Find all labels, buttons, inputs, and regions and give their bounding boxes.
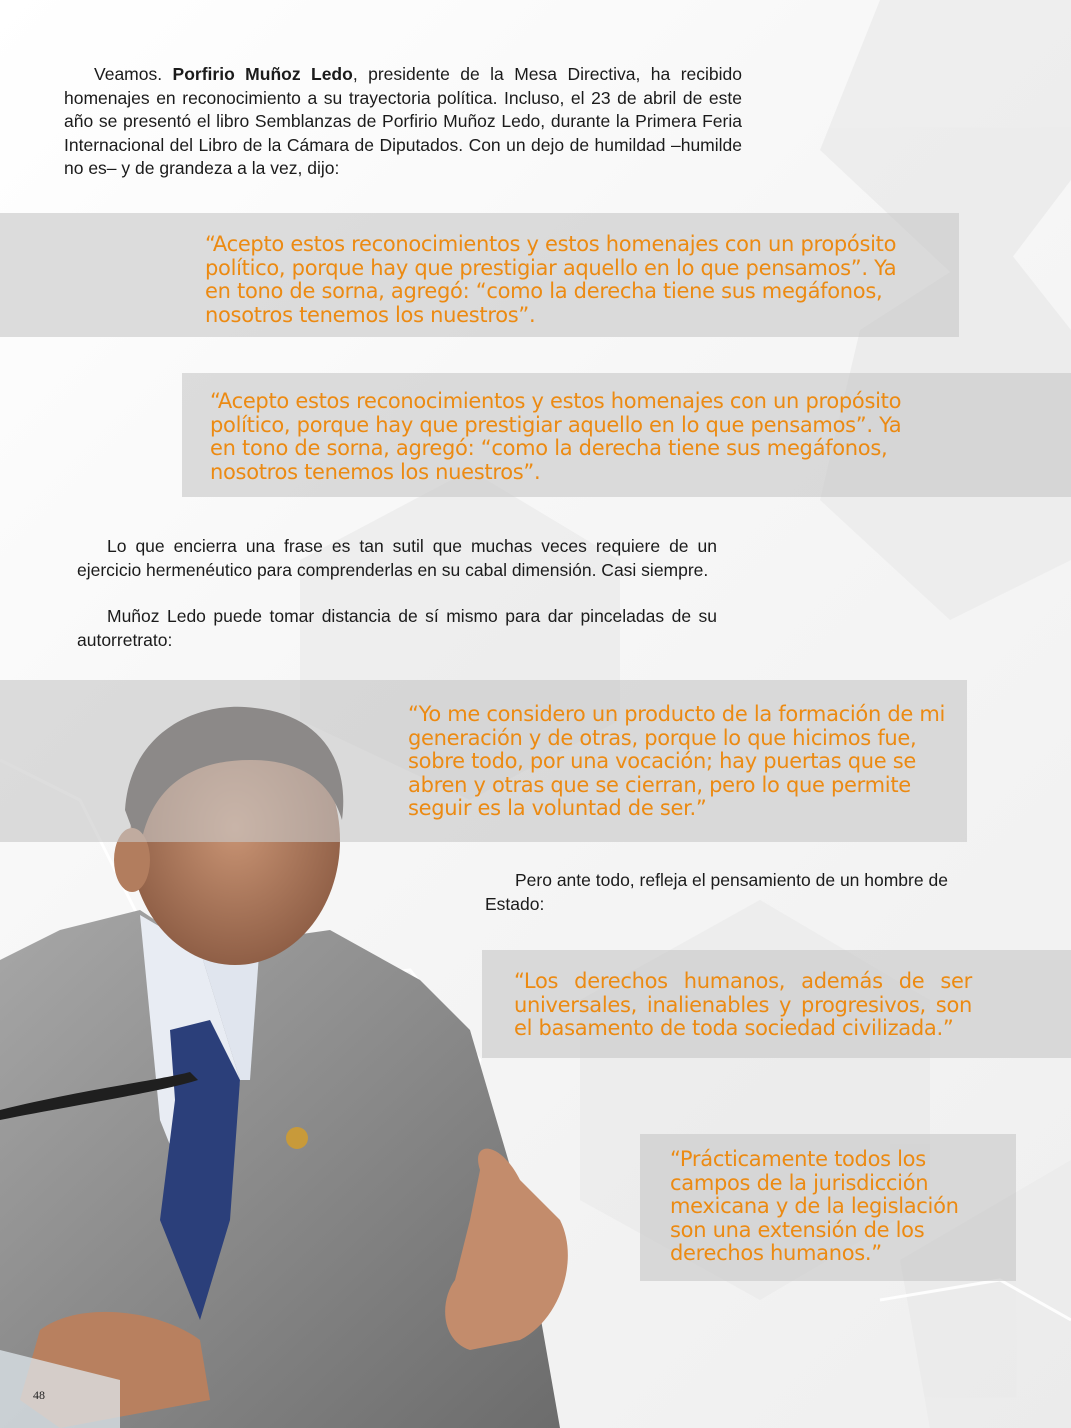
- quote-1-text: “Acepto estos reconocimientos y estos homenajes con un propósito político, porque hay que prestigiar aquello en lo que pensamos”. Ya en tono de sorna, agregó: “como la derecha tiene sus megáfonos, nosotros tenemos los nuestros”.: [205, 232, 897, 327]
- quote-5-text: “Prácticamente todos los campos de la jurisdicción mexicana y de la legislación son una extensión de los derechos humanos.”: [670, 1147, 959, 1265]
- middle-para1-text: Lo que encierra una frase es tan sutil que muchas veces requiere de un ejercicio hermenéutico para comprenderlas en su cabal dimensión. Casi siempre.: [77, 536, 717, 580]
- statesman-paragraph: [485, 869, 985, 916]
- intro-lead: Veamos.: [94, 64, 173, 84]
- intro-rest: , presidente de la Mesa Directiva, ha recibido homenajes en reconocimiento a su trayectoria política. Incluso, el 23 de abril de este año se presentó el libro Semblanzas de Porfirio Muñoz Ledo, durante la Primera Feria Internacional del Libro de la Cámara de Diputados. Con un dejo de humildad –humilde no es– y de grandeza a la vez, dijo:: [64, 64, 742, 178]
- page-number: 48: [33, 1388, 45, 1402]
- statesman-text: Pero ante todo, refleja el pensamiento de un hombre de Estado:: [485, 870, 948, 914]
- middle-para2-text: Muñoz Ledo puede tomar distancia de sí mismo para dar pinceladas de su autorretrato:: [77, 606, 717, 650]
- intro-paragraph: [64, 63, 742, 181]
- middle-paragraph-1: [77, 535, 717, 582]
- quote-4-text: “Los derechos humanos, además de ser universales, inalienables y progresivos, son el basamento de toda sociedad civilizada.”: [514, 969, 972, 1040]
- middle-paragraph-2: [77, 605, 717, 652]
- quote-3-text: “Yo me considero un producto de la formación de mi generación y de otras, porque lo que hicimos fue, sobre todo, por una vocación; hay puertas que se abren y otras que se cierran, pero lo que permite seguir es la voluntad de ser.”: [408, 702, 946, 820]
- intro-bold-name: Porfirio Muñoz Ledo: [172, 64, 353, 84]
- quote-2-text: “Acepto estos reconocimientos y estos homenajes con un propósito político, porque hay que prestigiar aquello en lo que pensamos”. Ya en tono de sorna, agregó: “como la derecha tiene sus megáfonos, nosotros tenemos los nuestros”.: [210, 389, 902, 484]
